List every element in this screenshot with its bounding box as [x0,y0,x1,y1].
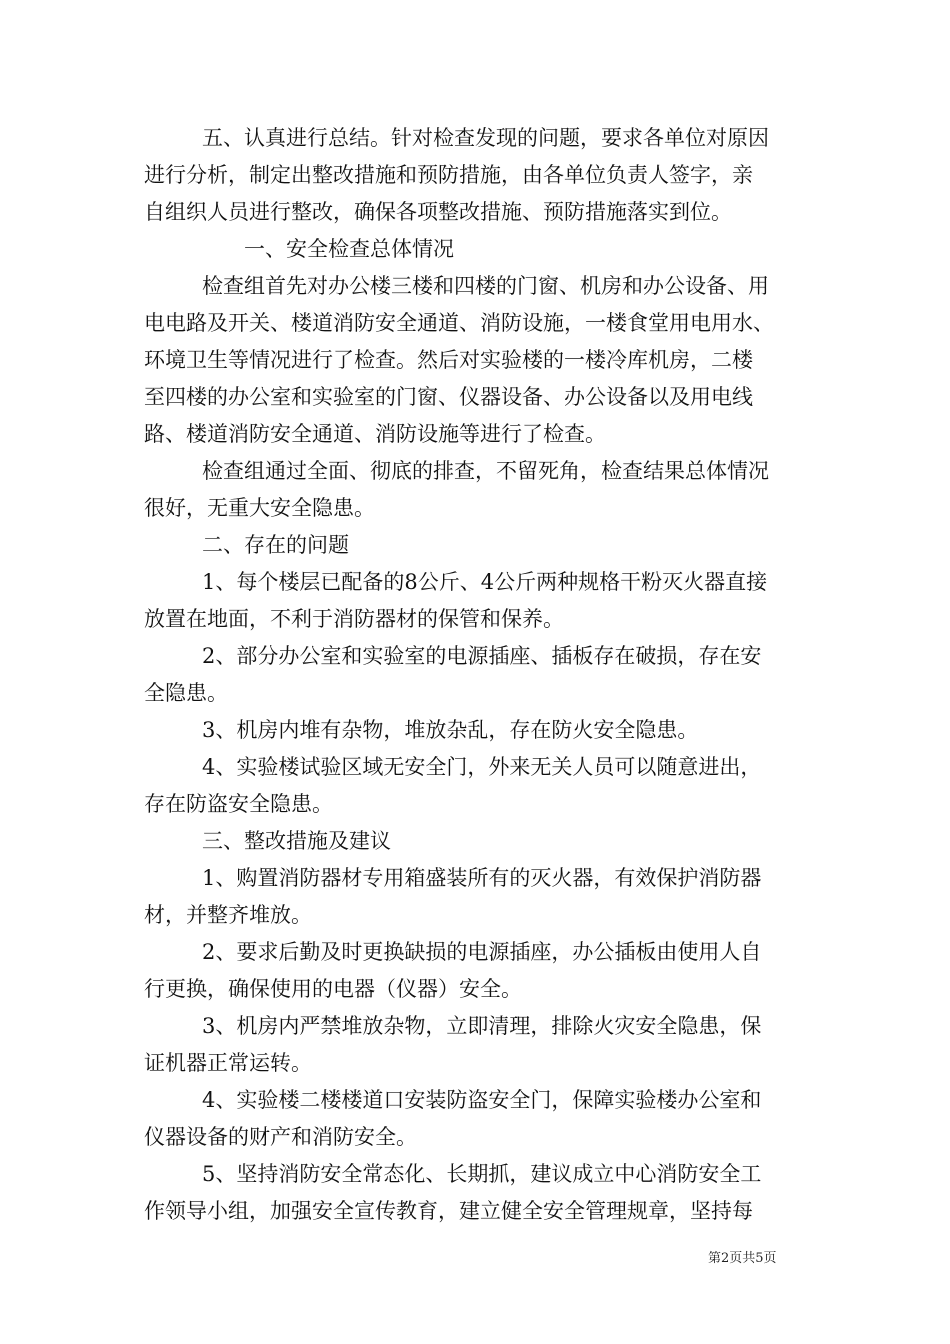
text-line: 仪器设备的财产和消防安全。 [144,1125,417,1149]
text-line: 环境卫生等情况进行了检查。然后对实验楼的一楼冷库机房，二楼 [144,348,753,372]
text-line: 4、实验楼试验区域无安全门，外来无关人员可以随意进出， [202,755,762,779]
text-line: 五、认真进行总结。针对检查发现的问题，要求各单位对原因 [202,126,769,150]
text-line: 很好，无重大安全隐患。 [144,496,375,520]
text-line: 2、要求后勤及时更换缺损的电源插座，办公插板由使用人自 [202,940,762,964]
document-body [144,120,806,1230]
text-line: 至四楼的办公室和实验室的门窗、仪器设备、办公设备以及用电线 [144,385,753,409]
text-line: 放置在地面，不利于消防器材的保管和保养。 [144,607,564,631]
text-line: 进行分析，制定出整改措施和预防措施，由各单位负责人签字，亲 [144,163,753,187]
text-line: 二、存在的问题 [202,533,349,557]
text-line: 作领导小组，加强安全宣传教育，建立健全安全管理规章，坚持每 [144,1199,753,1223]
text-line: 全隐患。 [144,681,228,705]
text-line: 1、购置消防器材专用箱盛装所有的灭火器，有效保护消防器 [202,866,762,890]
text-line: 一、安全检查总体情况 [244,237,454,261]
text-line: 检查组通过全面、彻底的排查，不留死角，检查结果总体情况 [202,459,769,483]
text-line: 材，并整齐堆放。 [144,903,312,927]
text-line: 证机器正常运转。 [144,1051,312,1075]
text-line: 自组织人员进行整改，确保各项整改措施、预防措施落实到位。 [144,200,732,224]
text-line: 1、每个楼层已配备的8公斤、4公斤两种规格干粉灭火器直接 [202,570,768,594]
text-line: 路、楼道消防安全通道、消防设施等进行了检查。 [144,422,606,446]
text-line: 电电路及开关、楼道消防安全通道、消防设施，一楼食堂用电用水、 [144,311,774,335]
text-line: 行更换，确保使用的电器（仪器）安全。 [144,977,522,1001]
text-line: 3、机房内严禁堆放杂物，立即清理，排除火灾安全隐患，保 [202,1014,762,1038]
text-line: 2、部分办公室和实验室的电源插座、插板存在破损，存在安 [202,644,762,668]
text-line: 存在防盗安全隐患。 [144,792,333,816]
text-line: 5、坚持消防安全常态化、长期抓，建议成立中心消防安全工 [202,1162,762,1186]
text-line: 检查组首先对办公楼三楼和四楼的门窗、机房和办公设备、用 [202,274,769,298]
page-number-footer: 第2页共5页 [708,1251,777,1266]
text-line: 三、整改措施及建议 [202,829,391,853]
text-line: 4、实验楼二楼楼道口安装防盗安全门，保障实验楼办公室和 [202,1088,762,1112]
text-line: 3、机房内堆有杂物，堆放杂乱，存在防火安全隐患。 [202,718,699,742]
